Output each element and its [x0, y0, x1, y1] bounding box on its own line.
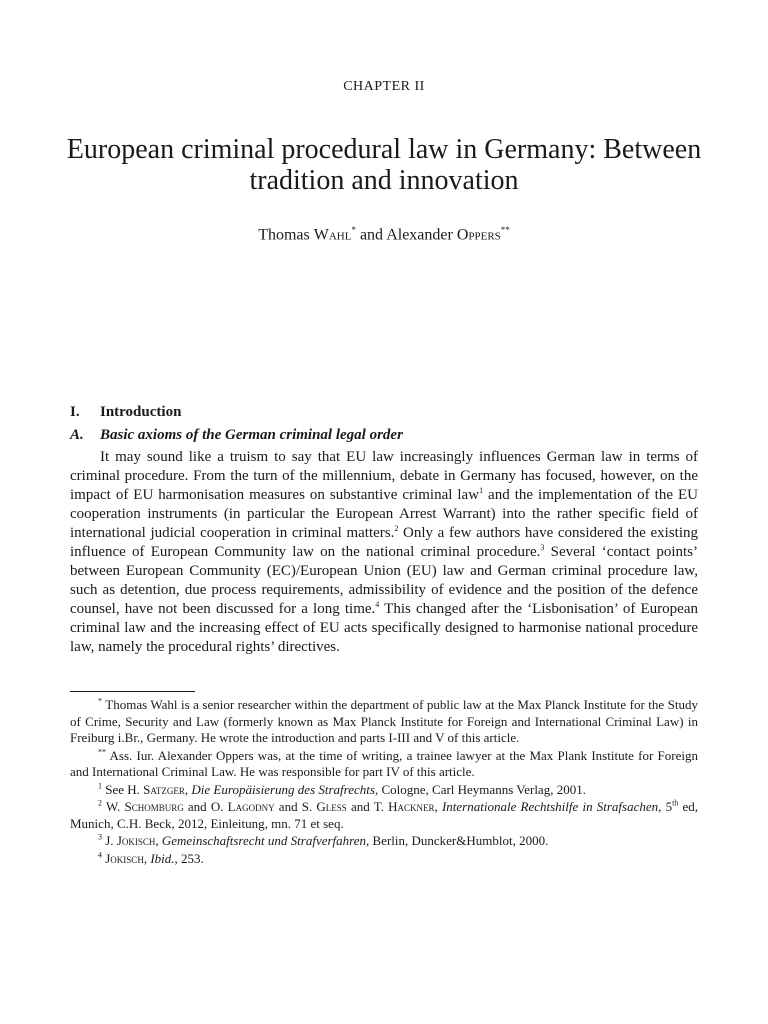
footnote-1 — [70, 782, 698, 799]
footnote-text: and S. — [274, 799, 317, 814]
author2-first-name: Alexander — [386, 226, 453, 244]
section-number: I. — [70, 404, 80, 420]
footnote-mark: 1 — [98, 781, 102, 791]
footnote-author-name: Hackner — [388, 799, 435, 814]
author1-surname: Wahl — [313, 226, 352, 244]
footnote-mark: 2 — [98, 798, 102, 808]
footnote-author-name: Lagodny — [227, 799, 275, 814]
footnote-book-title: Gemeinschaftsrecht und Strafverfahren — [161, 833, 366, 848]
footnote-4 — [70, 851, 698, 868]
footnote-ref-3: 3 — [540, 543, 545, 552]
footnote-ref-4: 4 — [375, 600, 380, 609]
author1-footnote-mark: * — [351, 225, 356, 235]
footnote-author2 — [70, 748, 698, 781]
footnote-book-title: Die Europäisierung des Strafrechts — [191, 781, 375, 797]
footnote-text: ed, Munich, C.H. Beck, 2012, Einleitung, mn. 71 et seq. — [70, 799, 699, 831]
subsection-heading — [70, 427, 403, 444]
authors-line — [0, 225, 768, 244]
footnote-mark: * — [98, 696, 102, 706]
footnote-text: , Cologne, Carl Heymanns Verlag, 2001. — [374, 781, 586, 797]
footnote-text: Ass. Iur. Alexander Oppers was, at the time of writing, a trainee lawyer at the Max Plank Institute for Foreign and International Criminal Law. He was responsible for part IV of this article. — [70, 747, 698, 779]
body-text-part: Several ‘contact points’ between European Community (EC)/European Union (EU) law and German criminal procedure law, such as detention, due process requirements, admissibility of evidence and the position of the defence counsel, have not been discussed for a long time. — [70, 544, 698, 617]
footnote-3 — [70, 833, 698, 850]
body-text-part: Only a few authors have considered the existing influence of European Community law on the national criminal procedure. — [70, 525, 698, 560]
body-text-part: and the implementation of the EU cooperation instruments (in particular the European Arrest Warrant) into the rather specific field of international judicial cooperation in criminal matters. — [70, 487, 698, 541]
author1-first-name: Thomas — [258, 226, 310, 244]
footnote-2 — [70, 799, 698, 832]
author2-footnote-mark: ** — [500, 225, 510, 235]
footnote-text: and T. — [346, 799, 389, 814]
author-conjunction: and — [359, 226, 384, 244]
footnote-text: , 5 — [658, 799, 673, 814]
body-paragraph — [70, 448, 698, 657]
footnote-author1 — [70, 697, 698, 747]
footnote-author-name: Jokisch — [116, 833, 156, 848]
footnote-text: , 253. — [174, 850, 204, 866]
chapter-title: European criminal procedural law in Germany: Between tradition and innovation — [66, 134, 702, 196]
footnote-text: , — [434, 799, 442, 814]
body-text-part: This changed after the ‘Lisbonisation’ of European criminal law and the increasing effect of EU acts specifically designed to harmonise national procedure law, namely the procedural rights’ directives. — [70, 601, 698, 655]
footnote-ref-2: 2 — [394, 524, 399, 533]
author2-surname: Oppers — [456, 226, 501, 244]
section-title: Introduction — [100, 404, 182, 420]
footnote-text: W. — [105, 799, 125, 814]
footnote-author-name: Satzger — [143, 781, 185, 797]
footnote-text: See H. — [105, 781, 144, 797]
edition-superscript: th — [672, 798, 679, 808]
footnote-author-name: Gless — [316, 799, 347, 814]
footnote-text: , — [184, 781, 192, 797]
footnote-mark: 4 — [98, 850, 102, 860]
subsection-title: Basic axioms of the German criminal legal order — [100, 427, 403, 443]
footnotes — [70, 697, 698, 868]
body-text-part: It may sound like a truism to say that EU law increasingly influences German law in terms of criminal procedure. From the turn of the millennium, debate in Germany has focused, however, on the impact of EU harmonisation measures on substantive criminal law — [70, 449, 698, 503]
footnote-author-name: Jokisch — [105, 850, 144, 866]
footnote-text: and O. — [183, 799, 228, 814]
footnote-book-title: Ibid. — [150, 850, 175, 866]
footnote-text: J. — [105, 833, 117, 848]
footnote-book-title: Internationale Rechtshilfe in Strafsachen — [441, 799, 659, 814]
footnote-text: , Berlin, Duncker&Humblot, 2000. — [366, 833, 549, 848]
footnote-divider — [70, 691, 195, 692]
footnote-text: Thomas Wahl is a senior researcher within the department of public law at the Max Planck Institute for the Study of Crime, Security and Law (formerly known as Max Planck Institute for Foreign and International Criminal Law) in Freiburg i.Br., Germany. He wrote the introduction and parts I-III and V of this article. — [70, 697, 699, 745]
footnote-text: , — [143, 850, 151, 866]
footnote-ref-1: 1 — [479, 486, 484, 495]
footnote-mark: 3 — [98, 832, 102, 842]
footnote-text: , — [155, 833, 162, 848]
chapter-label: CHAPTER II — [343, 79, 425, 94]
footnote-author-name: Schomburg — [124, 799, 184, 814]
section-heading — [70, 404, 181, 421]
footnote-mark: ** — [98, 747, 106, 757]
subsection-number: A. — [70, 427, 84, 443]
